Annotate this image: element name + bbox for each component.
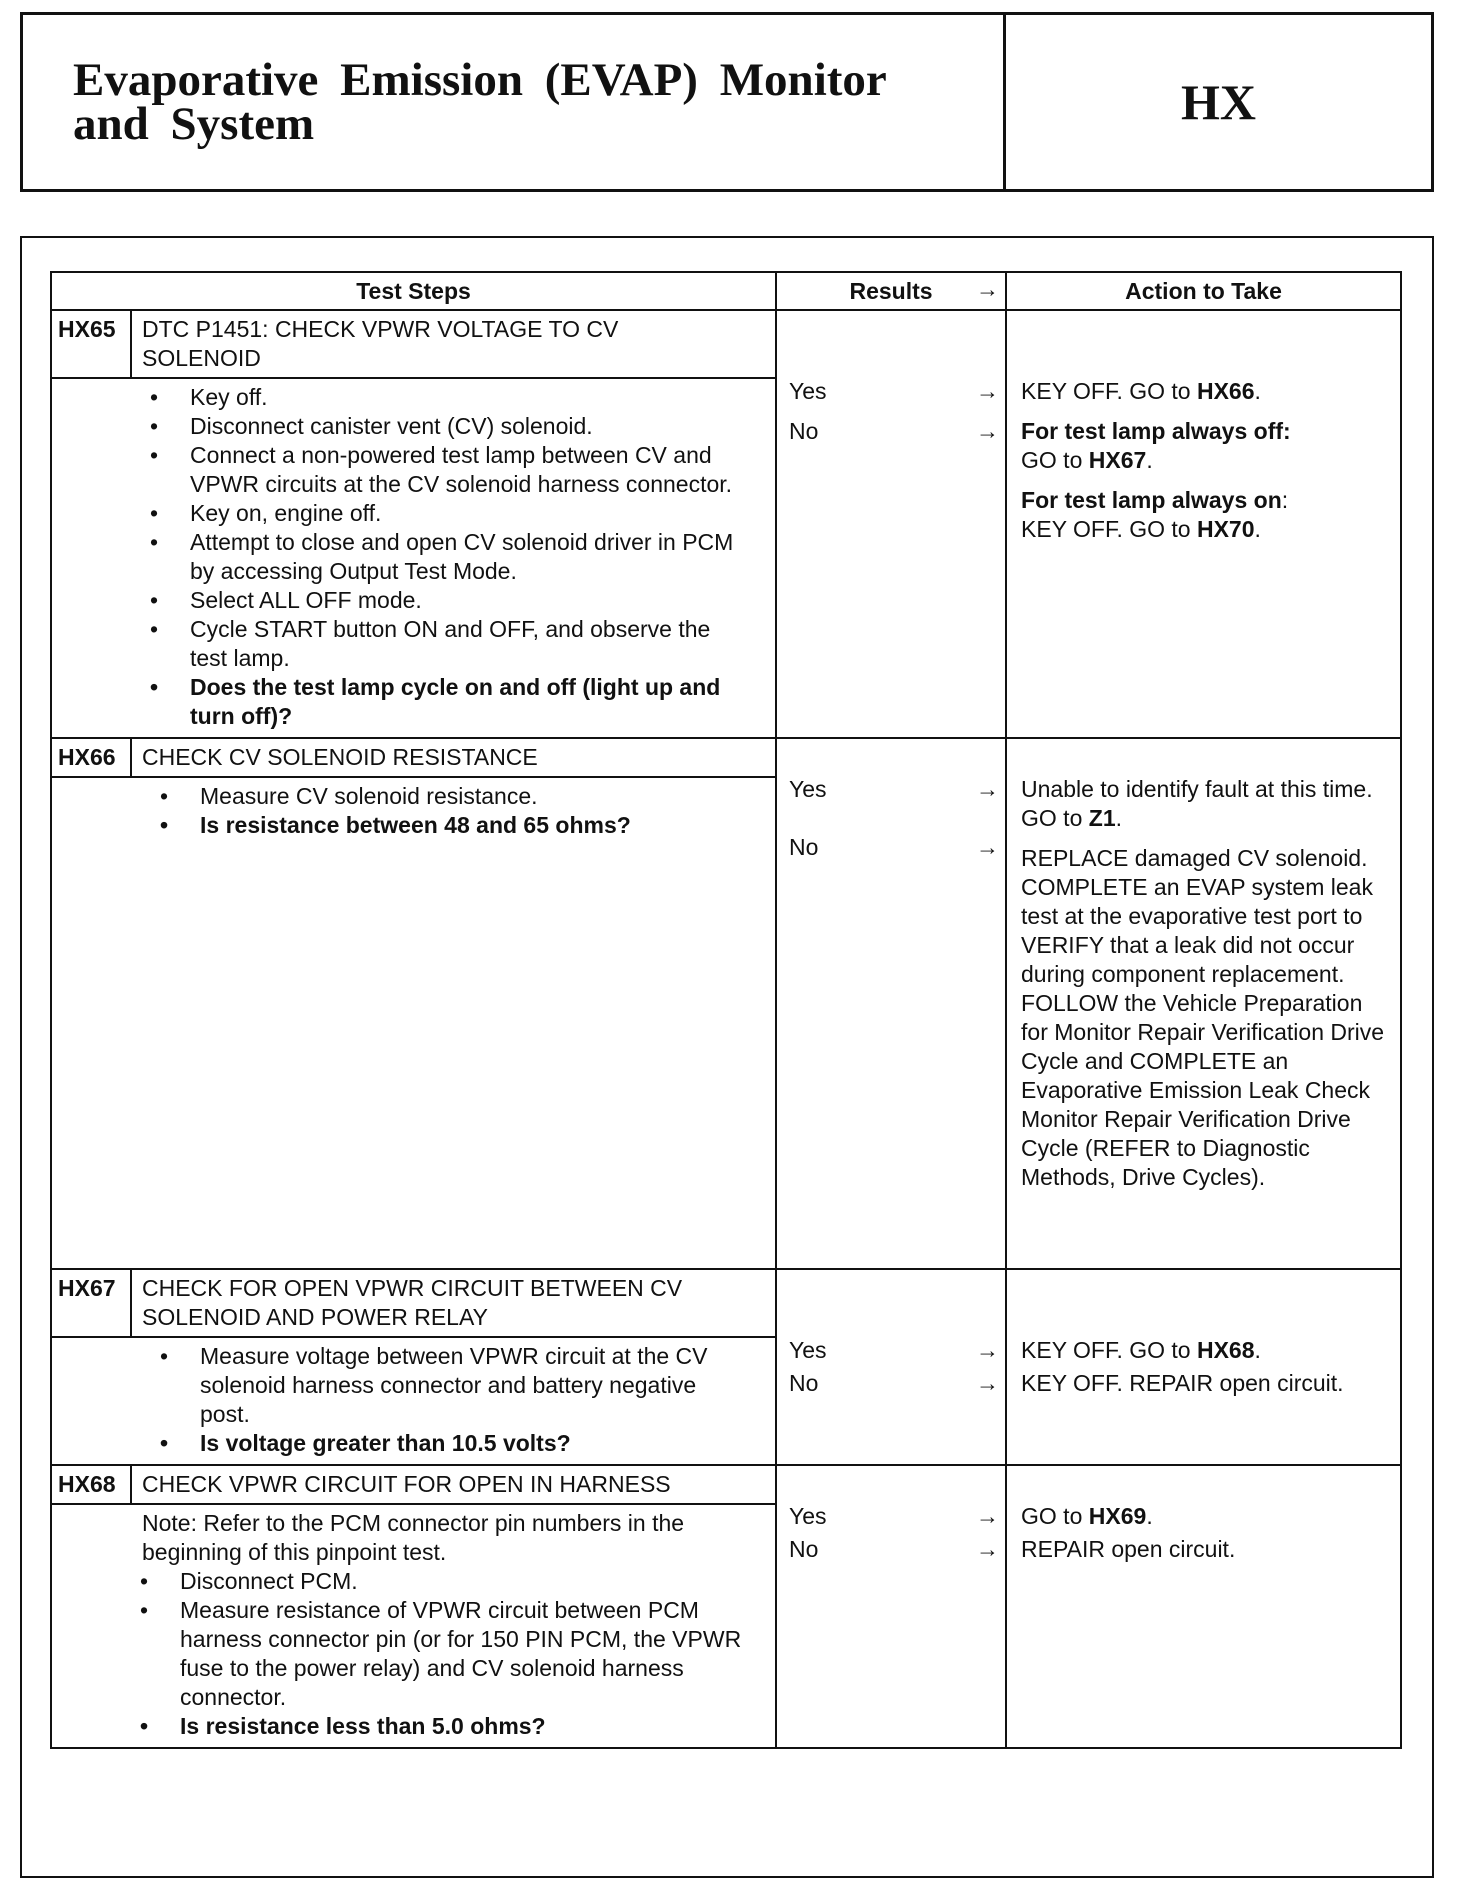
step-title-line: DTC P1451: CHECK VPWR VOLTAGE TO CV: [142, 316, 619, 342]
test-steps-table: [50, 271, 1402, 1749]
step-hx66-title-row: [51, 738, 1401, 777]
result-yes: Yes →: [789, 1337, 1000, 1363]
arrow-right-icon: →: [976, 1503, 1000, 1529]
step-hx66-results: [776, 738, 1006, 1269]
result-no: No →: [789, 1370, 1000, 1396]
action-no: KEY OFF. REPAIR open circuit.: [1021, 1370, 1344, 1396]
page-title-line-2: and System: [73, 98, 315, 150]
step-hx66-instructions: [51, 777, 776, 1269]
arrow-right-icon: →: [976, 776, 1000, 802]
step-title: CHECK VPWR CIRCUIT FOR OPEN IN HARNESS: [131, 1465, 776, 1504]
action-yes: Unable to identify fault at this time. GO to Z1.: [1021, 776, 1373, 831]
step-hx68-results: [776, 1465, 1006, 1748]
step-hx65-instructions: [51, 378, 776, 738]
instruction-question: • Is voltage greater than 10.5 volts?: [152, 1429, 745, 1458]
action-yes: KEY OFF. GO to HX66.: [1021, 378, 1261, 404]
result-yes: Yes →: [789, 378, 1000, 404]
step-title-line: SOLENOID AND POWER RELAY: [142, 1304, 488, 1330]
arrow-right-icon: →: [976, 1536, 1000, 1562]
table-header-row: [51, 272, 1401, 310]
step-title: [131, 1269, 776, 1337]
step-title: CHECK CV SOLENOID RESISTANCE: [131, 738, 776, 777]
arrow-right-icon: →: [976, 418, 1000, 444]
instruction-item: • Measure voltage between VPWR circuit at the CV solenoid harness connector and battery negative post.: [152, 1342, 745, 1429]
instruction-question: • Is resistance less than 5.0 ohms?: [132, 1712, 745, 1741]
page-title: [23, 15, 1006, 189]
step-id: HX66: [51, 738, 131, 777]
instruction-question: • Does the test lamp cycle on and off (light up and turn off)?: [142, 673, 745, 731]
action-no-lamp-on: For test lamp always on:: [1021, 487, 1289, 513]
arrow-right-icon: →: [976, 1370, 1000, 1396]
page-header: [20, 12, 1434, 192]
step-hx65-actions: [1006, 310, 1401, 738]
action-no: REPLACE damaged CV solenoid. COMPLETE an EVAP system leak test at the evaporative test port to VERIFY that a leak did not occur during component replacement. FOLLOW the Vehicle Preparation for Monitor Repair Verification Drive Cycle and COMPLETE an Evaporative Emission Leak Check Monitor Repair Verification Drive Cycle (REFER to Diagnostic Methods, Drive Cycles).: [1021, 845, 1385, 1190]
instruction-item: • Disconnect PCM.: [132, 1567, 745, 1596]
result-yes: Yes →: [789, 776, 1000, 802]
action-no-lamp-off-text: GO to HX67.: [1021, 447, 1153, 473]
step-note: Note: Refer to the PCM connector pin numbers in the beginning of this pinpoint test.: [142, 1510, 685, 1565]
step-hx65-results: [776, 310, 1006, 738]
action-yes: GO to HX69.: [1021, 1503, 1153, 1529]
result-yes: Yes →: [789, 1503, 1000, 1529]
instruction-item: • Disconnect canister vent (CV) solenoid.: [142, 412, 745, 441]
section-code: HX: [1181, 74, 1256, 130]
action-no-lamp-off: For test lamp always off:: [1021, 418, 1291, 444]
step-id: HX68: [51, 1465, 131, 1504]
step-id: HX65: [51, 310, 131, 378]
instruction-item: • Connect a non-powered test lamp between CV and VPWR circuits at the CV solenoid harness connector.: [142, 441, 745, 499]
step-hx68-title-row: [51, 1465, 1401, 1504]
column-header-test-steps: Test Steps: [51, 272, 776, 310]
action-no: REPAIR open circuit.: [1021, 1536, 1236, 1562]
arrow-right-icon: →: [976, 378, 1000, 404]
instruction-item: • Cycle START button ON and OFF, and observe the test lamp.: [142, 615, 745, 673]
step-hx66-actions: [1006, 738, 1401, 1269]
page-title-line-1: Evaporative Emission (EVAP) Monitor: [73, 54, 887, 106]
step-hx67-results: [776, 1269, 1006, 1465]
action-no-lamp-on-text: KEY OFF. GO to HX70.: [1021, 516, 1261, 542]
column-header-action: Action to Take: [1006, 272, 1401, 310]
action-yes: KEY OFF. GO to HX68.: [1021, 1337, 1261, 1363]
instruction-item: • Key on, engine off.: [142, 499, 745, 528]
arrow-right-icon: →: [976, 1337, 1000, 1363]
instruction-item: • Measure CV solenoid resistance.: [152, 782, 745, 811]
instruction-item: • Select ALL OFF mode.: [142, 586, 745, 615]
step-hx67-actions: [1006, 1269, 1401, 1465]
step-hx65-title-row: [51, 310, 1401, 378]
step-title-line: CHECK FOR OPEN VPWR CIRCUIT BETWEEN CV: [142, 1275, 683, 1301]
step-title: [131, 310, 776, 378]
step-hx68-instructions: [51, 1504, 776, 1748]
step-hx68-actions: [1006, 1465, 1401, 1748]
instruction-question: • Is resistance between 48 and 65 ohms?: [152, 811, 745, 840]
result-no: No →: [789, 1536, 1000, 1562]
step-id: HX67: [51, 1269, 131, 1337]
result-no: No →: [789, 834, 1000, 860]
results-header-label: Results: [849, 277, 933, 304]
step-title-line: SOLENOID: [142, 345, 261, 371]
instruction-item: • Measure resistance of VPWR circuit between PCM harness connector pin (or for 150 PIN PCM, the VPWR fuse to the power relay) and CV solenoid harness connector.: [132, 1596, 745, 1712]
column-header-results: [776, 272, 1006, 310]
step-hx67-instructions: [51, 1337, 776, 1465]
instruction-item: • Attempt to close and open CV solenoid driver in PCM by accessing Output Test Mode.: [142, 528, 745, 586]
step-hx67-title-row: [51, 1269, 1401, 1337]
arrow-right-icon: →: [976, 276, 1000, 302]
result-no: No →: [789, 418, 1000, 444]
arrow-right-icon: →: [976, 834, 1000, 860]
instruction-item: • Key off.: [142, 383, 745, 412]
